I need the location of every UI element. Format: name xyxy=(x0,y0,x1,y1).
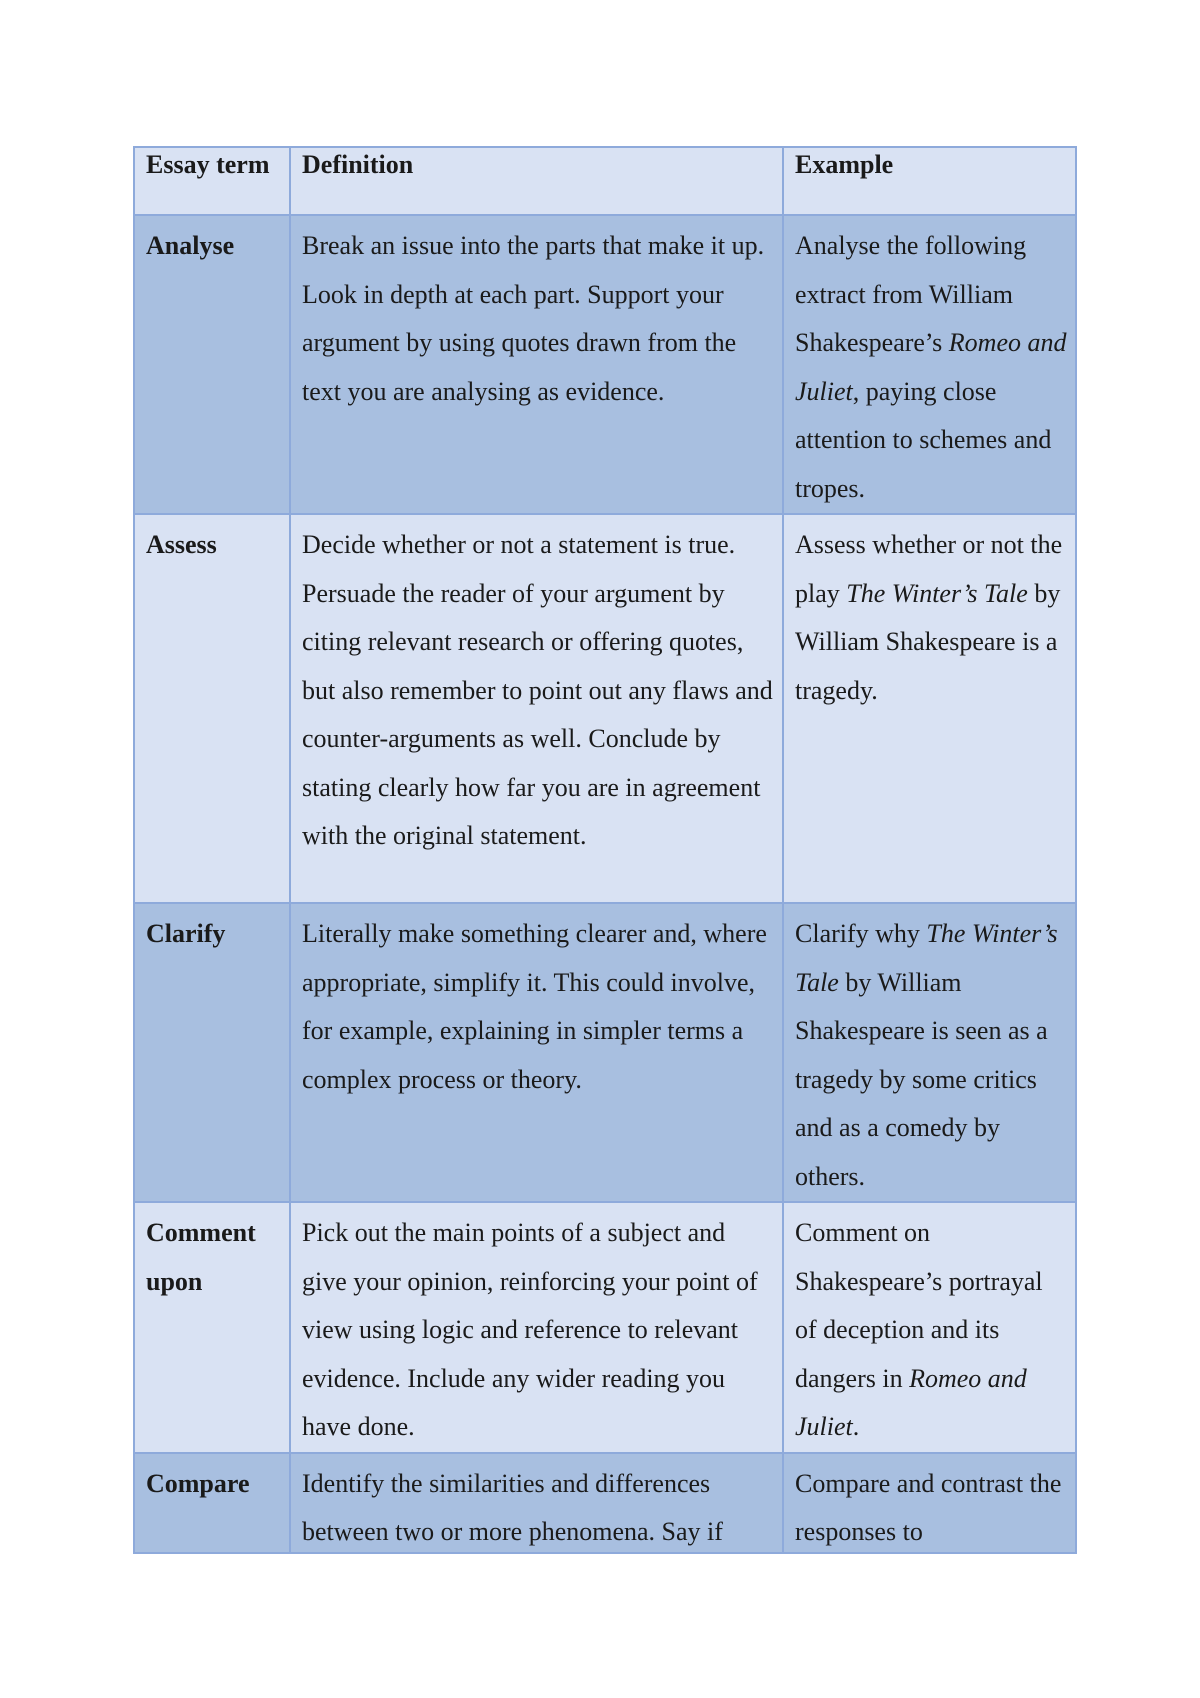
example-text-run: Analyse the following extract from William Shakespeare’s xyxy=(795,231,1027,357)
header-definition: Definition xyxy=(290,147,783,215)
table-row xyxy=(134,1202,1076,1453)
example-title-text: Romeo and Juliet xyxy=(795,1363,1027,1441)
example-text-run: Compare and contrast the responses to xyxy=(795,1468,1062,1546)
example-cell xyxy=(783,1202,1076,1453)
definition-cell: Decide whether or not a statement is true. Persuade the reader of your argument by citing relevant research or offering quotes, but also remember to point out any flaws and counter-arguments as well. Conclude by stating clearly how far you are in agreement with the original statement. xyxy=(290,514,783,903)
term-cell: Assess xyxy=(134,514,290,903)
definition-cell xyxy=(290,1453,783,1553)
example-text-run: Assess whether or not the play xyxy=(795,530,1063,608)
term-cell: Comment upon xyxy=(134,1202,290,1453)
example-title-text: The Winter’s Tale xyxy=(846,578,1028,608)
example-cell xyxy=(783,1453,1076,1553)
example-text-run: by William Shakespeare is seen as a tragedy by some critics and as a comedy by others. xyxy=(795,967,1048,1191)
definition-cell: Break an issue into the parts that make it up. Look in depth at each part. Support your argument by using quotes drawn from the text you are analysing as evidence. xyxy=(290,215,783,514)
term-cell: Analyse xyxy=(134,215,290,514)
example-text-run: by William Shakespeare is a tragedy. xyxy=(795,578,1061,705)
essay-terms-table xyxy=(133,146,1077,1554)
example-cell xyxy=(783,514,1076,903)
header-example: Example xyxy=(783,147,1076,215)
table-row xyxy=(134,1453,1076,1553)
definition-cell: Pick out the main points of a subject and give your opinion, reinforcing your point of view using logic and reference to relevant evidence. Include any wider reading you have done. xyxy=(290,1202,783,1453)
example-text xyxy=(795,1460,1067,1552)
definition-text: Identify the similarities and differences between two or more phenomena. Say if xyxy=(302,1468,723,1546)
example-text-run: Clarify why xyxy=(795,919,927,948)
example-text-run: , paying close attention to schemes and tropes. xyxy=(795,376,1052,503)
table-row xyxy=(134,215,1076,514)
example-text-run: Comment on Shakespeare’s portrayal of deception and its dangers in xyxy=(795,1218,1043,1393)
table-row xyxy=(134,903,1076,1202)
definition-cell: Literally make something clearer and, where appropriate, simplify it. This could involve, for example, explaining in simpler terms a complex process or theory. xyxy=(290,903,783,1202)
term-text: Compare xyxy=(146,1468,250,1498)
term-cell xyxy=(134,1453,290,1553)
term-cell: Clarify xyxy=(134,903,290,1202)
table-header-row xyxy=(134,147,1076,215)
example-text-run: . xyxy=(852,1412,860,1441)
example-cell xyxy=(783,903,1076,1202)
example-cell xyxy=(783,215,1076,514)
table-row xyxy=(134,514,1076,903)
example-title-text: Romeo and Juliet xyxy=(795,328,1067,406)
header-essay-term: Essay term xyxy=(134,147,290,215)
example-title-text: The Winter’s Tale xyxy=(795,919,1058,997)
